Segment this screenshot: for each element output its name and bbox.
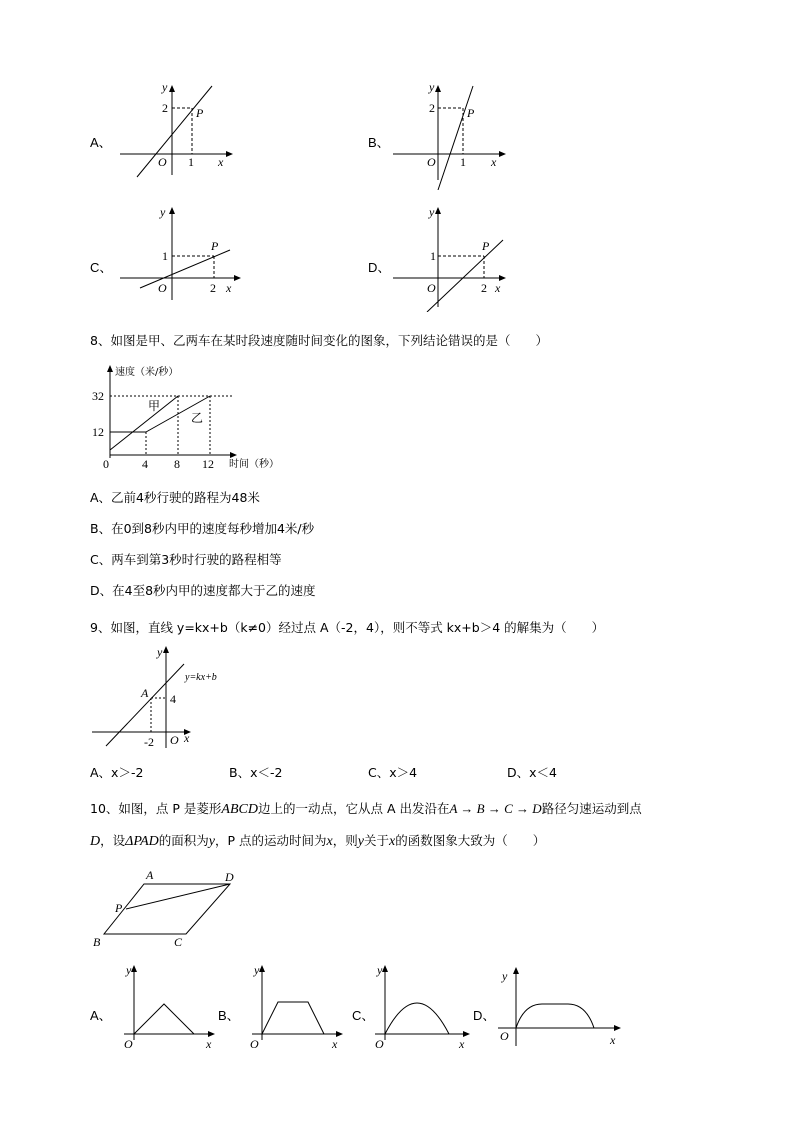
svg-text:时间（秒）: 时间（秒） [229, 459, 279, 470]
q10-graph-c [365, 962, 475, 1052]
q9-option-c[interactable]: C、x＞4 [368, 765, 418, 780]
svg-text:P: P [211, 239, 219, 253]
svg-text:B: B [93, 935, 101, 949]
svg-text:4: 4 [170, 692, 176, 706]
svg-text:1: 1 [430, 249, 436, 263]
q7-graph-c [110, 202, 250, 302]
q10-option-d-label[interactable]: D、 [473, 1008, 496, 1023]
q9-option-b[interactable]: B、x＜-2 [229, 765, 283, 780]
svg-text:y: y [429, 205, 435, 219]
svg-text:x: x [491, 155, 497, 169]
svg-text:y: y [429, 80, 435, 94]
q7-graph-d [385, 202, 515, 312]
svg-text:P: P [115, 901, 123, 915]
tick-1: 1 [188, 155, 194, 169]
q8-option-b[interactable]: B、在0到8秒内甲的速度每秒增加4米/秒 [90, 521, 315, 536]
q9-linear-graph [88, 642, 248, 752]
q7-option-d-label[interactable]: D、 [368, 260, 391, 275]
svg-text:甲: 甲 [148, 399, 161, 413]
svg-text:y=kx+b: y=kx+b [185, 672, 217, 683]
svg-text:x: x [226, 281, 232, 295]
svg-text:y: y [160, 205, 166, 219]
svg-text:x: x [184, 731, 190, 745]
q7-option-b-label[interactable]: B、 [368, 135, 390, 150]
svg-text:0: 0 [103, 457, 109, 471]
svg-text:A: A [141, 686, 149, 700]
svg-text:O: O [250, 1037, 259, 1051]
svg-text:P: P [467, 106, 475, 120]
svg-text:乙: 乙 [191, 411, 204, 425]
q10-graph-b [238, 962, 348, 1052]
q7-option-a-label[interactable]: A、 [90, 135, 112, 150]
svg-text:8: 8 [174, 457, 180, 471]
svg-text:2: 2 [210, 281, 216, 295]
q8-option-d[interactable]: D、在4至8秒内甲的速度都大于乙的速度 [90, 583, 316, 598]
svg-text:O: O [427, 155, 436, 169]
q7-option-c-label[interactable]: C、 [90, 260, 113, 275]
svg-text:x: x [459, 1037, 465, 1051]
origin-label: O [158, 155, 167, 169]
q9-option-a[interactable]: A、x＞-2 [90, 765, 144, 780]
svg-text:4: 4 [142, 457, 148, 471]
x-label: x [218, 155, 224, 169]
svg-text:y: y [157, 645, 163, 659]
jia-line [110, 396, 178, 450]
svg-text:O: O [124, 1037, 133, 1051]
svg-text:2: 2 [481, 281, 487, 295]
q8-stem: 8、如图是甲、乙两车在某时段速度随时间变化的图象，下列结论错误的是（ ） [90, 333, 548, 348]
svg-text:C: C [174, 935, 183, 949]
q8-option-a[interactable]: A、乙前4秒行驶的路程为48米 [90, 490, 260, 505]
q7-graph-a [110, 80, 240, 180]
svg-text:1: 1 [460, 155, 466, 169]
svg-text:y: y [377, 963, 383, 977]
q10-option-b-label[interactable]: B、 [218, 1008, 240, 1023]
svg-text:x: x [206, 1037, 212, 1051]
q10-graph-d [492, 962, 627, 1057]
q10-graph-a [110, 962, 220, 1052]
svg-text:O: O [170, 733, 179, 747]
q10-option-c-label[interactable]: C、 [352, 1008, 375, 1023]
svg-text:O: O [375, 1037, 384, 1051]
svg-text:P: P [482, 239, 490, 253]
svg-text:2: 2 [429, 101, 435, 115]
svg-text:x: x [332, 1037, 338, 1051]
tick-2: 2 [162, 101, 168, 115]
svg-text:O: O [500, 1029, 509, 1043]
svg-text:x: x [610, 1033, 616, 1047]
svg-text:速度（米/秒）: 速度（米/秒） [115, 367, 179, 378]
svg-text:12: 12 [202, 457, 214, 471]
svg-text:O: O [427, 281, 436, 295]
svg-text:y: y [502, 969, 508, 983]
svg-text:x: x [495, 281, 501, 295]
q10-stem-line2: D，设ΔPAD的面积为y，P 点的运动时间为x，则y关于x的函数图象大致为（ ） [90, 833, 546, 849]
point-p-label: P [196, 106, 204, 120]
y-label: y [162, 80, 168, 94]
svg-text:-2: -2 [144, 735, 154, 749]
q10-rhombus-figure [88, 864, 248, 954]
svg-text:D: D [225, 870, 234, 884]
svg-text:O: O [158, 281, 167, 295]
q8-speed-time-graph [88, 362, 298, 474]
svg-text:32: 32 [92, 389, 104, 403]
svg-text:y: y [254, 963, 260, 977]
line-graph [137, 86, 212, 177]
q7-graph-b [385, 80, 515, 190]
q10-option-a-label[interactable]: A、 [90, 1008, 112, 1023]
q9-stem: 9、如图，直线 y=kx+b（k≠0）经过点 A（-2，4），则不等式 kx+b＞4 的解集为（ ） [90, 620, 605, 635]
q8-option-c[interactable]: C、两车到第3秒时行驶的路程相等 [90, 552, 282, 567]
svg-text:y: y [126, 963, 132, 977]
svg-text:12: 12 [92, 425, 104, 439]
svg-text:1: 1 [162, 249, 168, 263]
svg-text:A: A [146, 868, 154, 882]
q10-stem-line1: 10、如图，点 P 是菱形ABCD边上的一动点，它从点 A 出发沿在A → B → C → D路径匀速运动到点 [90, 801, 642, 817]
q9-option-d[interactable]: D、x＜4 [507, 765, 557, 780]
